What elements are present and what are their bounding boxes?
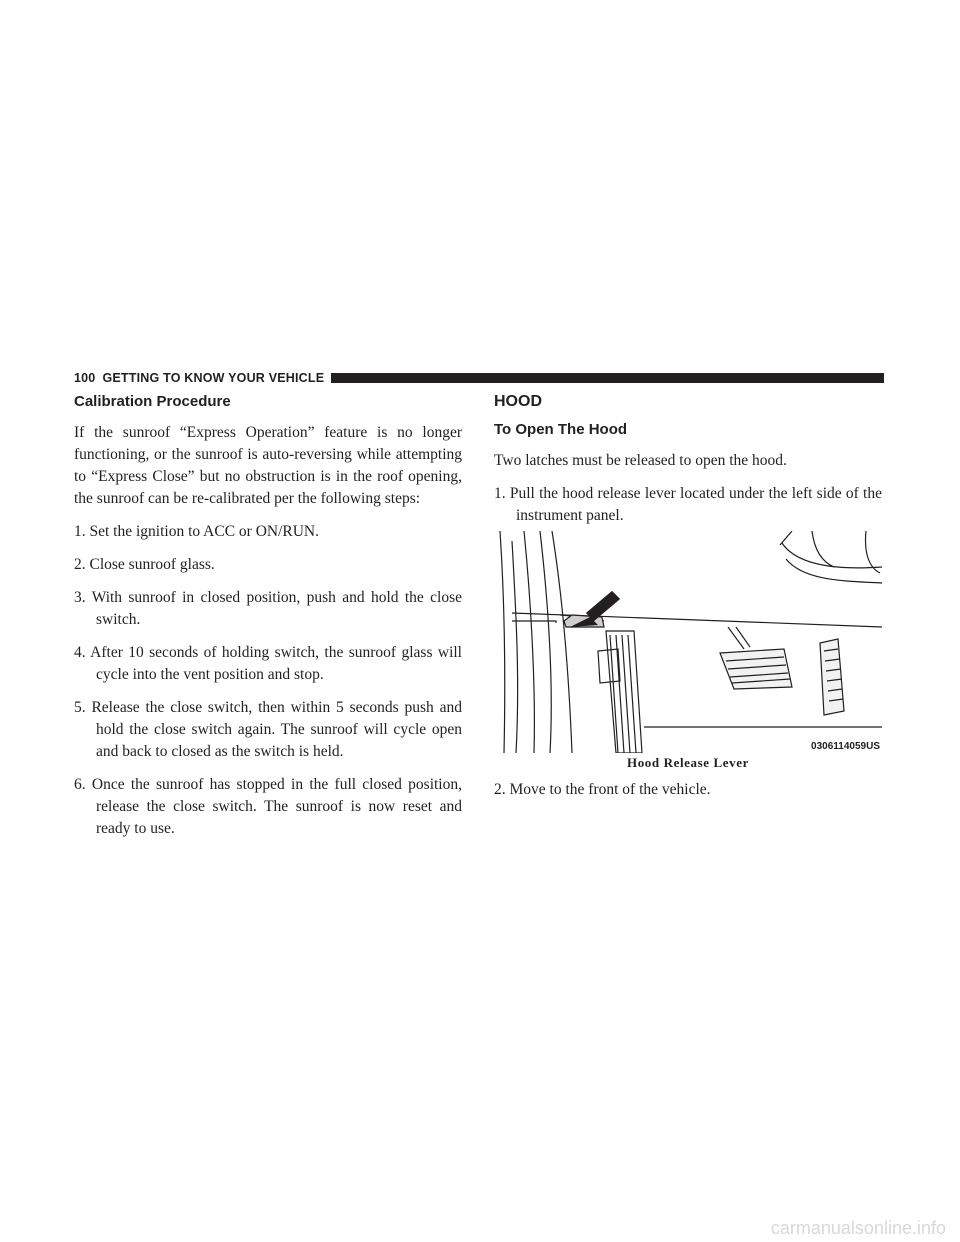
watermark-text: carmanualsonline.info: [770, 1218, 946, 1238]
hood-heading: HOOD: [494, 393, 542, 410]
watermark: [0, 1218, 960, 1239]
header-rule: [331, 373, 884, 383]
calibration-step-3: 3. With sunroof in closed position, push and hold the close switch.: [74, 589, 462, 628]
left-column: [74, 393, 462, 851]
page-header: [74, 369, 884, 387]
calibration-heading: Calibration Procedure: [74, 393, 231, 410]
calibration-step-2: 2. Close sunroof glass.: [74, 556, 215, 573]
hood-intro: Two latches must be released to open the hood.: [494, 452, 787, 469]
calibration-step-1: 1. Set the ignition to ACC or ON/RUN.: [74, 523, 319, 540]
figure-caption: Hood Release Lever: [627, 755, 749, 770]
open-hood-subheading: To Open The Hood: [494, 421, 628, 438]
page-number: 100: [74, 371, 96, 385]
calibration-step-6: 6. Once the sunroof has stopped in the full closed position, release the close switch. The sunroof is now reset and ready to use.: [74, 776, 462, 837]
section-title: GETTING TO KNOW YOUR VEHICLE: [102, 371, 325, 385]
hood-step-2: 2. Move to the front of the vehicle.: [494, 781, 711, 798]
hood-release-illustration: [494, 531, 882, 753]
calibration-step-4: 4. After 10 seconds of holding switch, the sunroof glass will cycle into the vent position and stop.: [74, 644, 462, 683]
figure-code: 0306114059US: [811, 741, 880, 752]
calibration-step-5: 5. Release the close switch, then within 5 seconds push and hold the close switch again. The sunroof will cycle open and back to closed as the switch is held.: [74, 699, 462, 760]
calibration-intro: If the sunroof “Express Operation” feature is no longer functioning, or the sunroof is auto-reversing while attempting to “Express Close” but no obstruction is in the roof opening, the sunroof can be re-calibrated per the following steps:: [74, 424, 462, 507]
right-column: [494, 393, 882, 812]
hood-step-1: 1. Pull the hood release lever located under the left side of the instrument panel.: [494, 485, 882, 524]
